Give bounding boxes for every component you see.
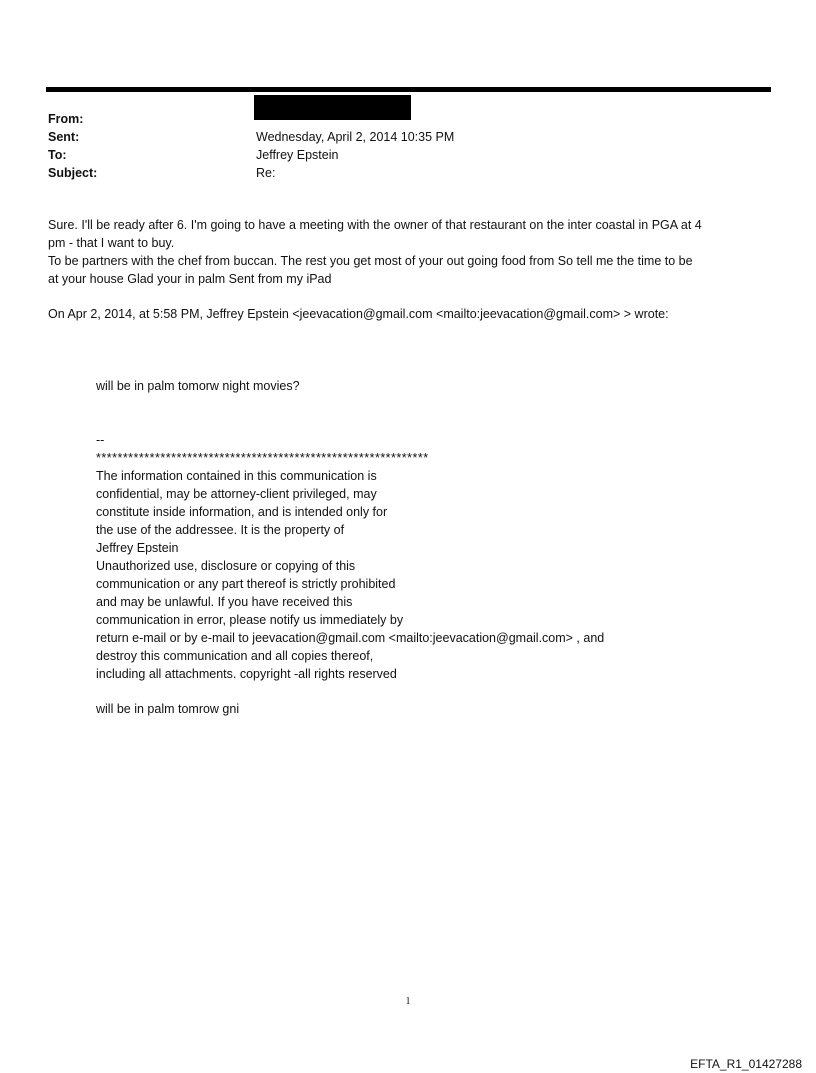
page-number: 1 (405, 996, 411, 1007)
disclaimer-line: constitute inside information, and is intended only for (96, 505, 388, 519)
disclaimer-line: communication or any part thereof is strictly prohibited (96, 577, 396, 591)
signature-stars: ************************************************************** (96, 451, 429, 465)
subject-value: Re: (256, 166, 276, 180)
body-line: at your house Glad your in palm Sent from my iPad (48, 272, 332, 286)
document-id: EFTA_R1_01427288 (690, 1057, 802, 1071)
disclaimer-line: and may be unlawful. If you have received this (96, 595, 353, 609)
subject-label: Subject: (48, 166, 98, 180)
body-line: pm - that I want to buy. (48, 236, 175, 250)
disclaimer-line: the use of the addressee. It is the property of (96, 523, 345, 537)
from-label: From: (48, 112, 84, 126)
sent-value: Wednesday, April 2, 2014 10:35 PM (256, 130, 455, 144)
to-value: Jeffrey Epstein (256, 148, 339, 162)
disclaimer-line: confidential, may be attorney-client privileged, may (96, 487, 377, 501)
body-line: To be partners with the chef from buccan. The rest you get most of your out going food from So tell me the time to be (48, 254, 693, 268)
disclaimer-line: Jeffrey Epstein (96, 541, 179, 555)
header-rule (46, 87, 771, 92)
quoted-message (96, 377, 696, 718)
signature-dash: -- (96, 433, 105, 447)
disclaimer-line: The information contained in this communication is (96, 469, 377, 483)
message-body (48, 216, 768, 323)
to-label: To: (48, 148, 67, 162)
disclaimer-line: return e-mail or by e-mail to jeevacation@gmail.com <mailto:jeevacation@gmail.com> , and (96, 631, 605, 645)
body-line: Sure. I'll be ready after 6. I'm going to have a meeting with the owner of that restaurant on the inter coastal in PGA at 4 (48, 218, 702, 232)
sent-label: Sent: (48, 130, 80, 144)
disclaimer-line: Unauthorized use, disclosure or copying of this (96, 559, 356, 573)
trailing-text: will be in palm tomrow gni (96, 702, 240, 716)
disclaimer-line: including all attachments. copyright -all rights reserved (96, 667, 397, 681)
quoted-text: will be in palm tomorw night movies? (96, 379, 300, 393)
disclaimer-line: destroy this communication and all copies thereof, (96, 649, 374, 663)
reply-attribution: On Apr 2, 2014, at 5:58 PM, Jeffrey Epstein <jeevacation@gmail.com <mailto:jeevacation@gmail.com> > wrote: (48, 307, 669, 321)
disclaimer-line: communication in error, please notify us immediately by (96, 613, 404, 627)
redaction-box (254, 95, 411, 120)
